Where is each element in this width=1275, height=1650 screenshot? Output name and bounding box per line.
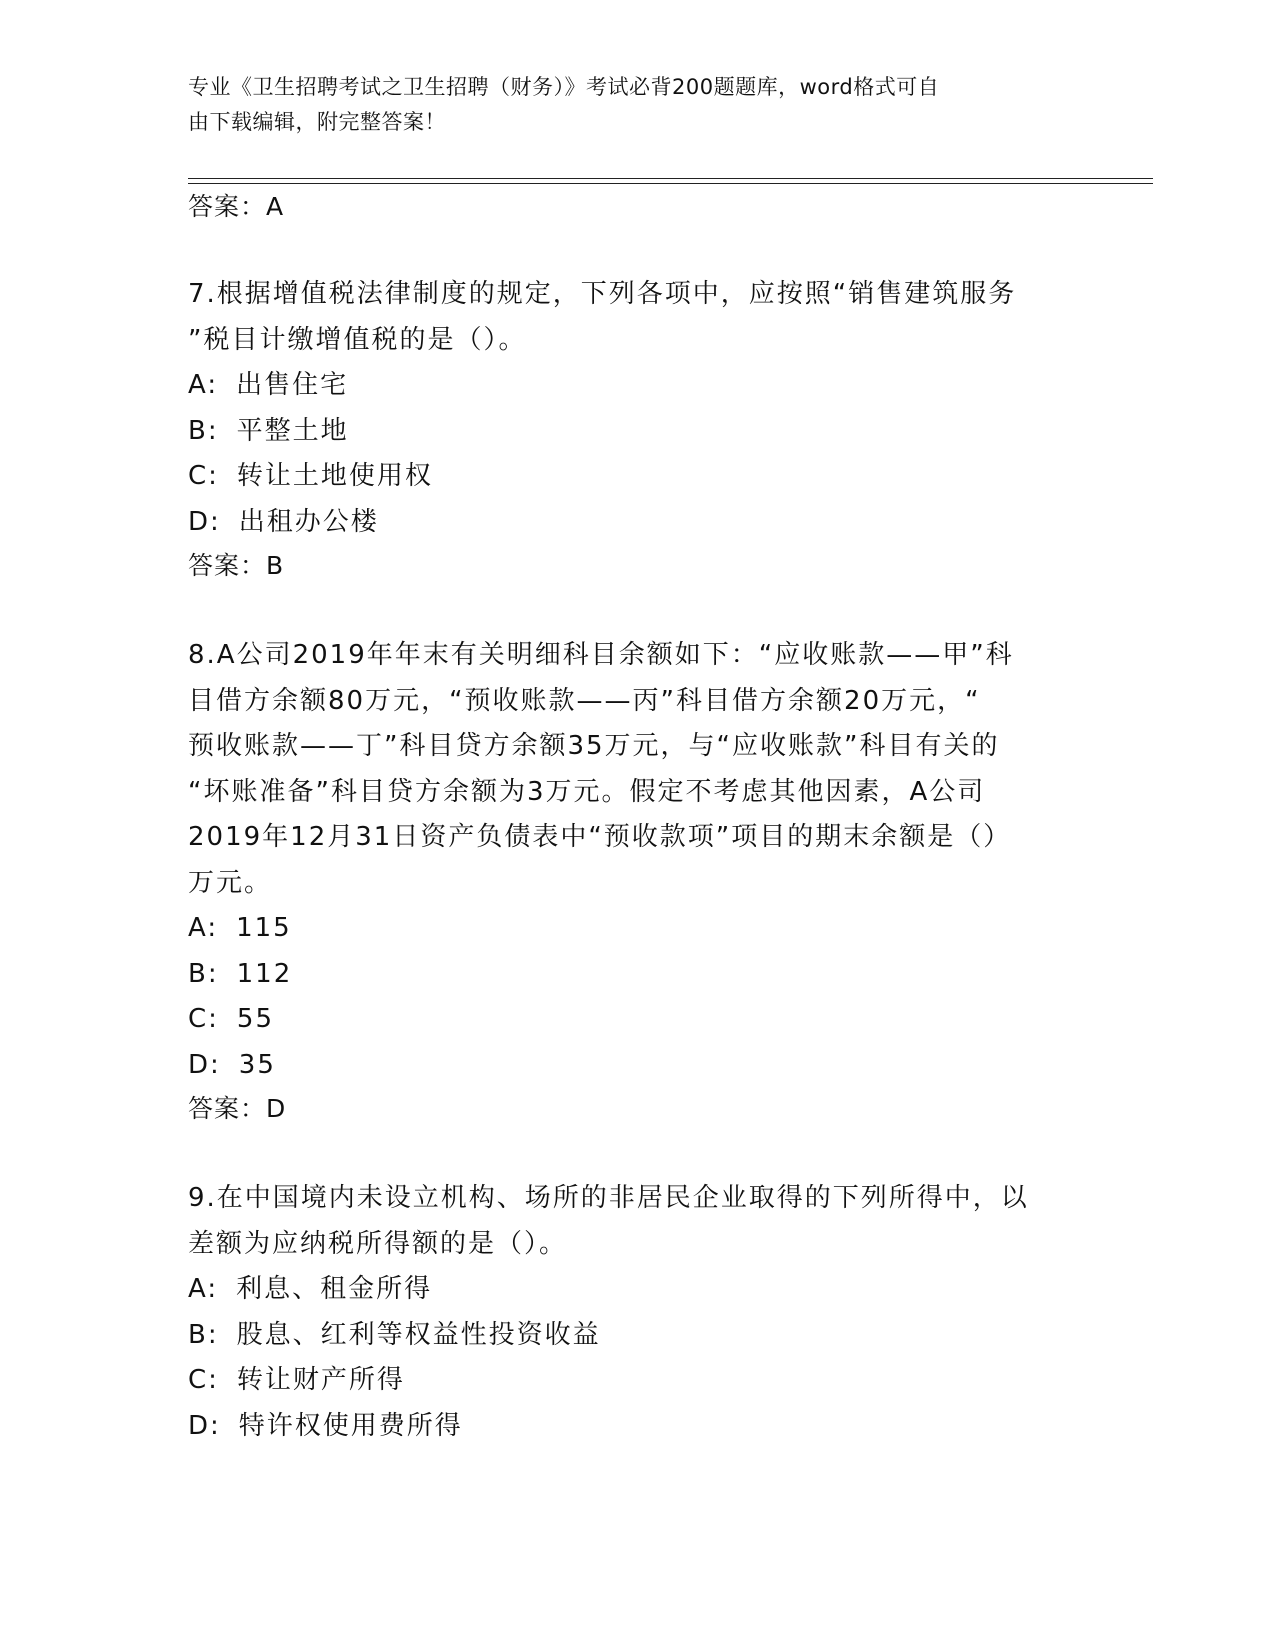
question-9-line-1: 9.在中国境内未设立机构、场所的非居民企业取得的下列所得中，以: [188, 1183, 1029, 1213]
answer-q7: 答案：B: [188, 551, 285, 580]
option-d: [188, 500, 1088, 546]
header-line-2: 由下载编辑，附完整答案！: [188, 110, 446, 134]
option-b: [188, 409, 1088, 455]
question-7-line-1: 7.根据增值税法律制度的规定，下列各项中，应按照“销售建筑服务: [188, 279, 1017, 309]
option-letter: B:: [188, 1319, 219, 1350]
option-text: 55: [236, 1004, 275, 1034]
option-letter: D:: [188, 1049, 221, 1080]
answer-q8: 答案：D: [188, 1094, 287, 1123]
question-7-line-2: ”税目计缴增值税的是（）。: [188, 324, 527, 355]
question-list: [188, 190, 1088, 1449]
option-d: [188, 1043, 1088, 1089]
option-text: 出租办公楼: [238, 506, 379, 537]
option-text: 利息、租金所得: [236, 1274, 433, 1304]
question-7-options: [188, 363, 1088, 545]
option-letter: A:: [188, 370, 219, 400]
question-8: [188, 633, 1088, 1130]
option-text: 股息、红利等权益性投资收益: [236, 1319, 601, 1350]
option-text: 出售住宅: [236, 370, 349, 400]
page-header: [188, 70, 1088, 140]
option-letter: D:: [188, 506, 221, 537]
option-letter: B:: [188, 958, 219, 989]
option-a: [188, 363, 1088, 409]
question-9: [188, 1176, 1088, 1449]
option-b: [188, 1313, 1088, 1359]
option-letter: D:: [188, 1410, 221, 1441]
header-divider: [188, 178, 1153, 184]
question-8-line-3: 预收账款——丁”科目贷方余额35万元，与“应收账款”科目有关的: [188, 731, 1000, 761]
option-letter: C:: [188, 1365, 219, 1395]
question-8-line-1: 8.A公司2019年年末有关明细科目余额如下：“应收账款——甲”科: [188, 640, 1014, 670]
option-a: [188, 1267, 1088, 1313]
option-d: [188, 1404, 1088, 1450]
option-c: [188, 454, 1088, 500]
option-text: 平整土地: [236, 415, 349, 446]
option-letter: A:: [188, 1274, 219, 1304]
question-9-line-2: 差额为应纳税所得额的是（）。: [188, 1228, 568, 1259]
option-a: [188, 906, 1088, 952]
question-8-line-4: “坏账准备”科目贷方余额为3万元。假定不考虑其他因素，A公司: [188, 776, 986, 807]
question-7: [188, 272, 1088, 587]
option-text: 转让土地使用权: [236, 461, 433, 491]
question-9-options: [188, 1267, 1088, 1449]
option-letter: B:: [188, 415, 219, 446]
question-8-line-5: 2019年12月31日资产负债表中“预收款项”项目的期末余额是（）: [188, 822, 1012, 852]
option-text: 特许权使用费所得: [238, 1410, 463, 1441]
option-c: [188, 1358, 1088, 1404]
question-8-line-2: 目借方余额80万元，“预收账款——丙”科目借方余额20万元，“: [188, 685, 981, 716]
header-line-1: 专业《卫生招聘考试之卫生招聘（财务）》考试必背200题题库，word格式可自: [188, 75, 940, 99]
question-8-line-6: 万元。: [188, 867, 273, 898]
answer-q6: 答案：A: [188, 192, 285, 221]
option-text: 115: [236, 913, 292, 943]
option-b: [188, 952, 1088, 998]
option-c: [188, 997, 1088, 1043]
option-text: 112: [236, 958, 293, 989]
option-letter: C:: [188, 461, 219, 491]
option-text: 35: [238, 1049, 276, 1080]
option-text: 转让财产所得: [236, 1365, 405, 1395]
question-8-options: [188, 906, 1088, 1088]
option-letter: C:: [188, 1004, 219, 1034]
option-letter: A:: [188, 913, 219, 943]
